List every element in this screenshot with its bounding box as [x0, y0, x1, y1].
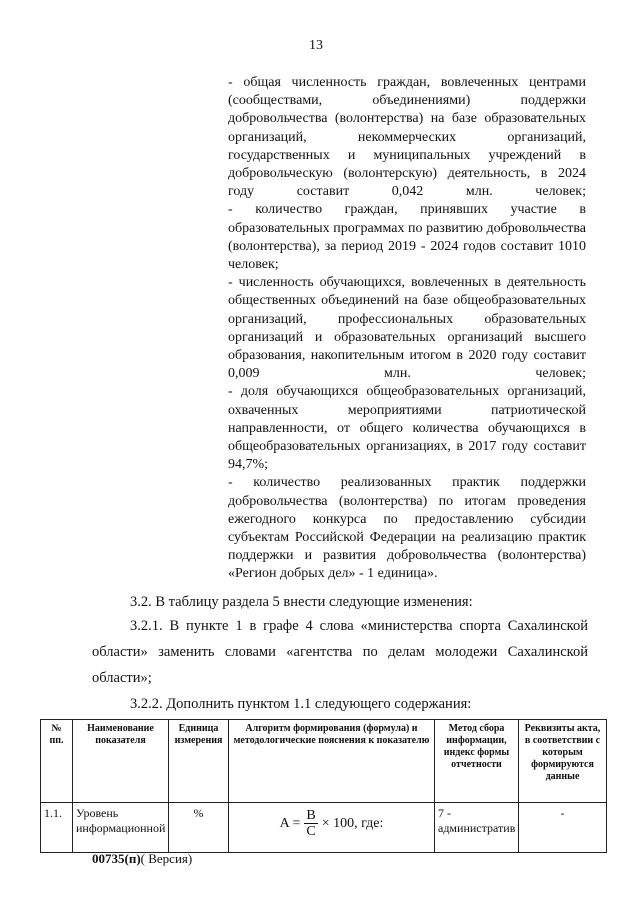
cell-number: 1.1. — [41, 803, 73, 853]
footer — [92, 851, 192, 867]
formula-rhs: × 100, где: — [321, 816, 384, 831]
header-name: Наименование показателя — [73, 720, 169, 803]
formula-numerator: B — [306, 808, 316, 823]
cell-requisites: - — [519, 803, 607, 853]
indicator-item: - количество реализованных практик поддержки добровольчества (волонтерства) по итогам проведения ежегодного конкурса по предоставлению субсидии субъектам Российской Федерации на реализацию практик поддержки и развития добровольчества (волонтерства) «Регион добрых дел» - 1 единица». — [228, 475, 586, 582]
cell-formula — [229, 803, 435, 853]
header-number: № пп. — [41, 720, 73, 803]
formula — [232, 806, 431, 839]
section-3-2-heading: 3.2. В таблицу раздела 5 внести следующие изменения: — [130, 594, 473, 610]
cell-name: Уровень информационной — [73, 803, 169, 853]
header-requisites: Реквизиты акта, в соответствии с которым формируются данные — [519, 720, 607, 803]
table-row — [41, 803, 607, 853]
indicator-table — [40, 719, 607, 853]
page-number: 13 — [309, 38, 323, 53]
cell-unit: % — [169, 803, 229, 853]
section-3-2-1-text: 3.2.1. В пункте 1 в графе 4 слова «министерства спорта Сахалинской области» заменить словами «агентства по делам молодежи Сахалинской области»; — [92, 618, 588, 686]
formula-denominator: C — [306, 824, 316, 839]
document-version: ( Версия) — [140, 851, 193, 866]
cell-method: 7 - административ — [435, 803, 519, 853]
indicator-item: - количество граждан, принявших участие в образовательных программах по развитию добровольчества (волонтерства), за период 2019 - 2024 годов составит 1010 человек; — [228, 202, 586, 273]
table-header-row — [41, 720, 607, 803]
indicator-item: - общая численность граждан, вовлеченных центрами (сообществами, объединениями) поддержки добровольчества (волонтерства) на базе образовательных организаций, некоммерческих организаций, государственных и муниципальных учреждений в добровольческую (волонтерскую) деятельность, в 2024 году составит 0,042 млн. человек; — [228, 75, 586, 200]
header-unit: Единица измерения — [169, 720, 229, 803]
indicator-item: - численность обучающихся, вовлеченных в деятельность общественных объединений на базе общеобразовательных организаций, профессиональных образовательных организаций и образовательных организаций высшего образования, накопительным итогом в 2020 году составит 0,009 млн. человек; — [228, 275, 586, 382]
formula-fraction — [304, 808, 317, 839]
header-algorithm: Алгоритм формирования (формула) и методологические пояснения к показателю — [229, 720, 435, 803]
document-code: 00735(п) — [92, 851, 141, 866]
formula-lhs: A = — [279, 816, 301, 831]
header-method: Метод сбора информации, индекс формы отчетности — [435, 720, 519, 803]
indicator-list — [228, 74, 586, 584]
section-3-2-2-text: 3.2.2. Дополнить пунктом 1.1 следующего содержания: — [130, 696, 472, 712]
indicator-item: - доля обучающихся общеобразовательных организаций, охваченных мероприятиями патриотической направленности, от общего количества обучающихся в общеобразовательных организациях, в 2017 году составит 94,7%; — [228, 384, 586, 473]
